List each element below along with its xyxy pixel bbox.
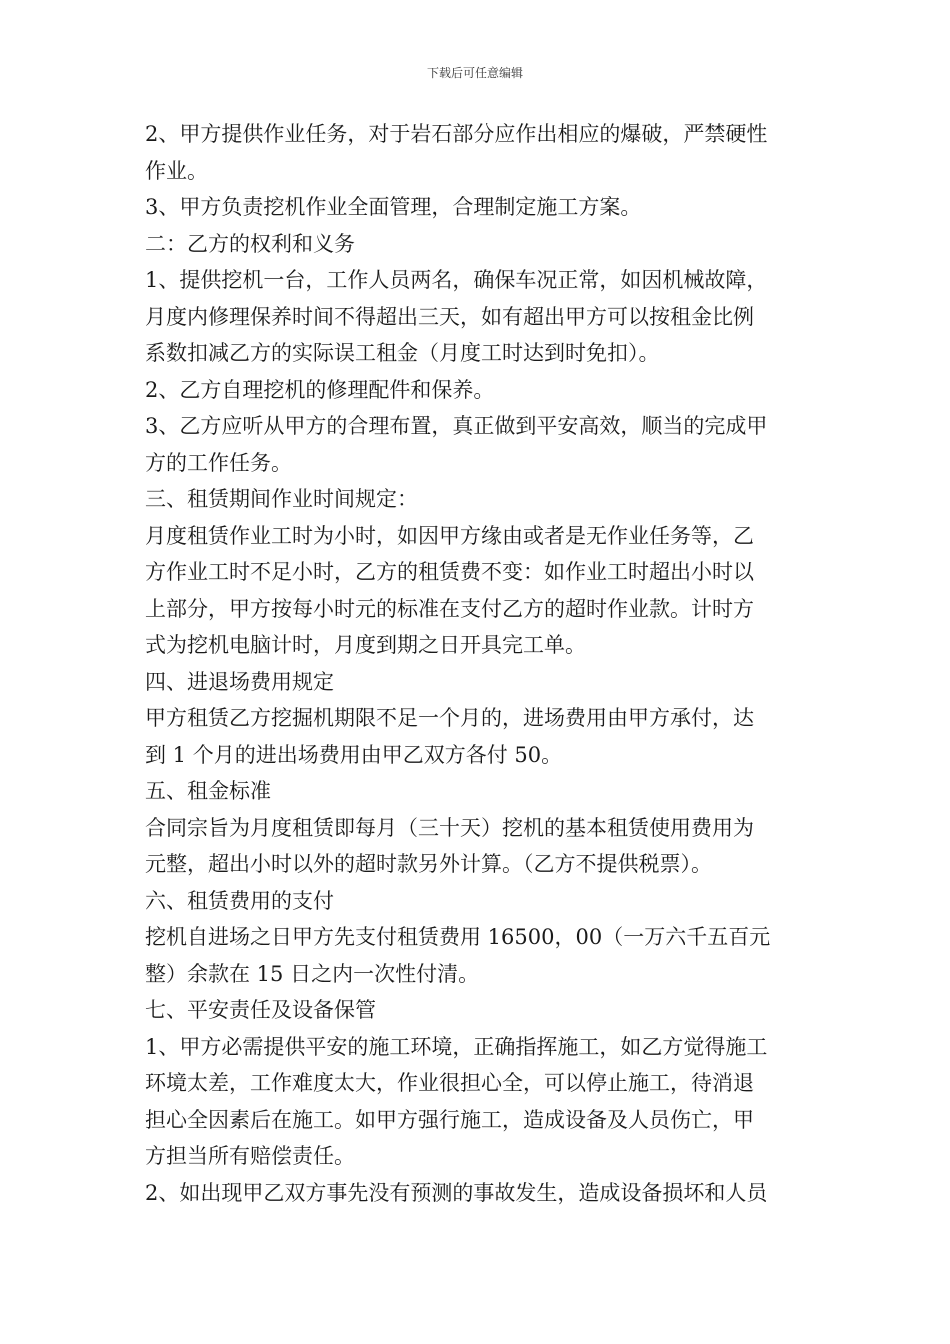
text-line: 2、如出现甲乙双方事先没有预测的事故发生，造成设备损坏和人员 xyxy=(145,1180,768,1205)
text-line: 系数扣减乙方的实际误工租金（月度工时达到时免扣）。 xyxy=(145,341,660,365)
text-line: 月度内修理保养时间不得超出三天，如有超出甲方可以按租金比例 xyxy=(145,304,754,329)
text-line: 合同宗旨为月度租赁即每月（三十天）挖机的基本租赁使用费用为 xyxy=(145,815,754,840)
text-line: 3、乙方应听从甲方的合理布置，真正做到平安高效，顺当的完成甲 xyxy=(145,414,768,438)
text-line: 担心全因素后在施工。如甲方强行施工，造成设备及人员伤亡，甲 xyxy=(145,1107,754,1132)
text-line: 到 1 个月的进出场费用由甲乙双方各付 50。 xyxy=(145,742,563,767)
text-line: 挖机自进场之日甲方先支付租赁费用 16500，00（一万六千五百元 xyxy=(145,925,771,949)
text-line: 3、甲方负责挖机作业全面管理，合理制定施工方案。 xyxy=(145,195,642,219)
text-line: 方担当所有赔偿责任。 xyxy=(145,1144,355,1168)
text-line: 式为挖机电脑计时，月度到期之日开具完工单。 xyxy=(145,633,586,657)
text-line: 2、甲方提供作业任务，对于岩石部分应作出相应的爆破，严禁硬性 xyxy=(145,122,768,146)
text-line: 1、甲方必需提供平安的施工环境，正确指挥施工，如乙方觉得施工 xyxy=(145,1034,768,1059)
document-body xyxy=(145,116,807,1211)
text-line: 方作业工时不足小时，乙方的租赁费不变：如作业工时超出小时以 xyxy=(145,560,754,584)
text-line: 月度租赁作业工时为小时，如因甲方缘由或者是无作业任务等，乙 xyxy=(145,523,754,548)
section-heading: 五、租金标准 xyxy=(145,779,271,803)
text-line: 整）余款在 15 日之内一次性付清。 xyxy=(145,961,480,986)
text-line: 上部分，甲方按每小时元的标准在支付乙方的超时作业款。计时方 xyxy=(145,596,754,621)
section-heading: 三、租赁期间作业时间规定： xyxy=(145,487,418,511)
text-line: 1、提供挖机一台，工作人员两名，确保车况正常，如因机械故障， xyxy=(145,268,768,292)
text-line: 元整，超出小时以外的超时款另外计算。（乙方不提供税票）。 xyxy=(145,852,712,876)
text-line: 方的工作任务。 xyxy=(145,450,292,475)
section-heading: 二：乙方的权利和义务 xyxy=(145,231,355,256)
text-line: 甲方租赁乙方挖掘机期限不足一个月的，进场费用由甲方承付，达 xyxy=(145,706,754,730)
page-header: 下载后可任意编辑 xyxy=(426,66,523,80)
text-line: 作业。 xyxy=(145,158,208,183)
text-line: 2、乙方自理挖机的修理配件和保养。 xyxy=(145,377,495,402)
section-heading: 六、租赁费用的支付 xyxy=(145,888,334,913)
section-heading: 七、平安责任及设备保管 xyxy=(145,998,376,1022)
text-line: 环境太差，工作难度太大，作业很担心全，可以停止施工，待消退 xyxy=(145,1071,754,1095)
section-heading: 四、进退场费用规定 xyxy=(145,669,334,694)
